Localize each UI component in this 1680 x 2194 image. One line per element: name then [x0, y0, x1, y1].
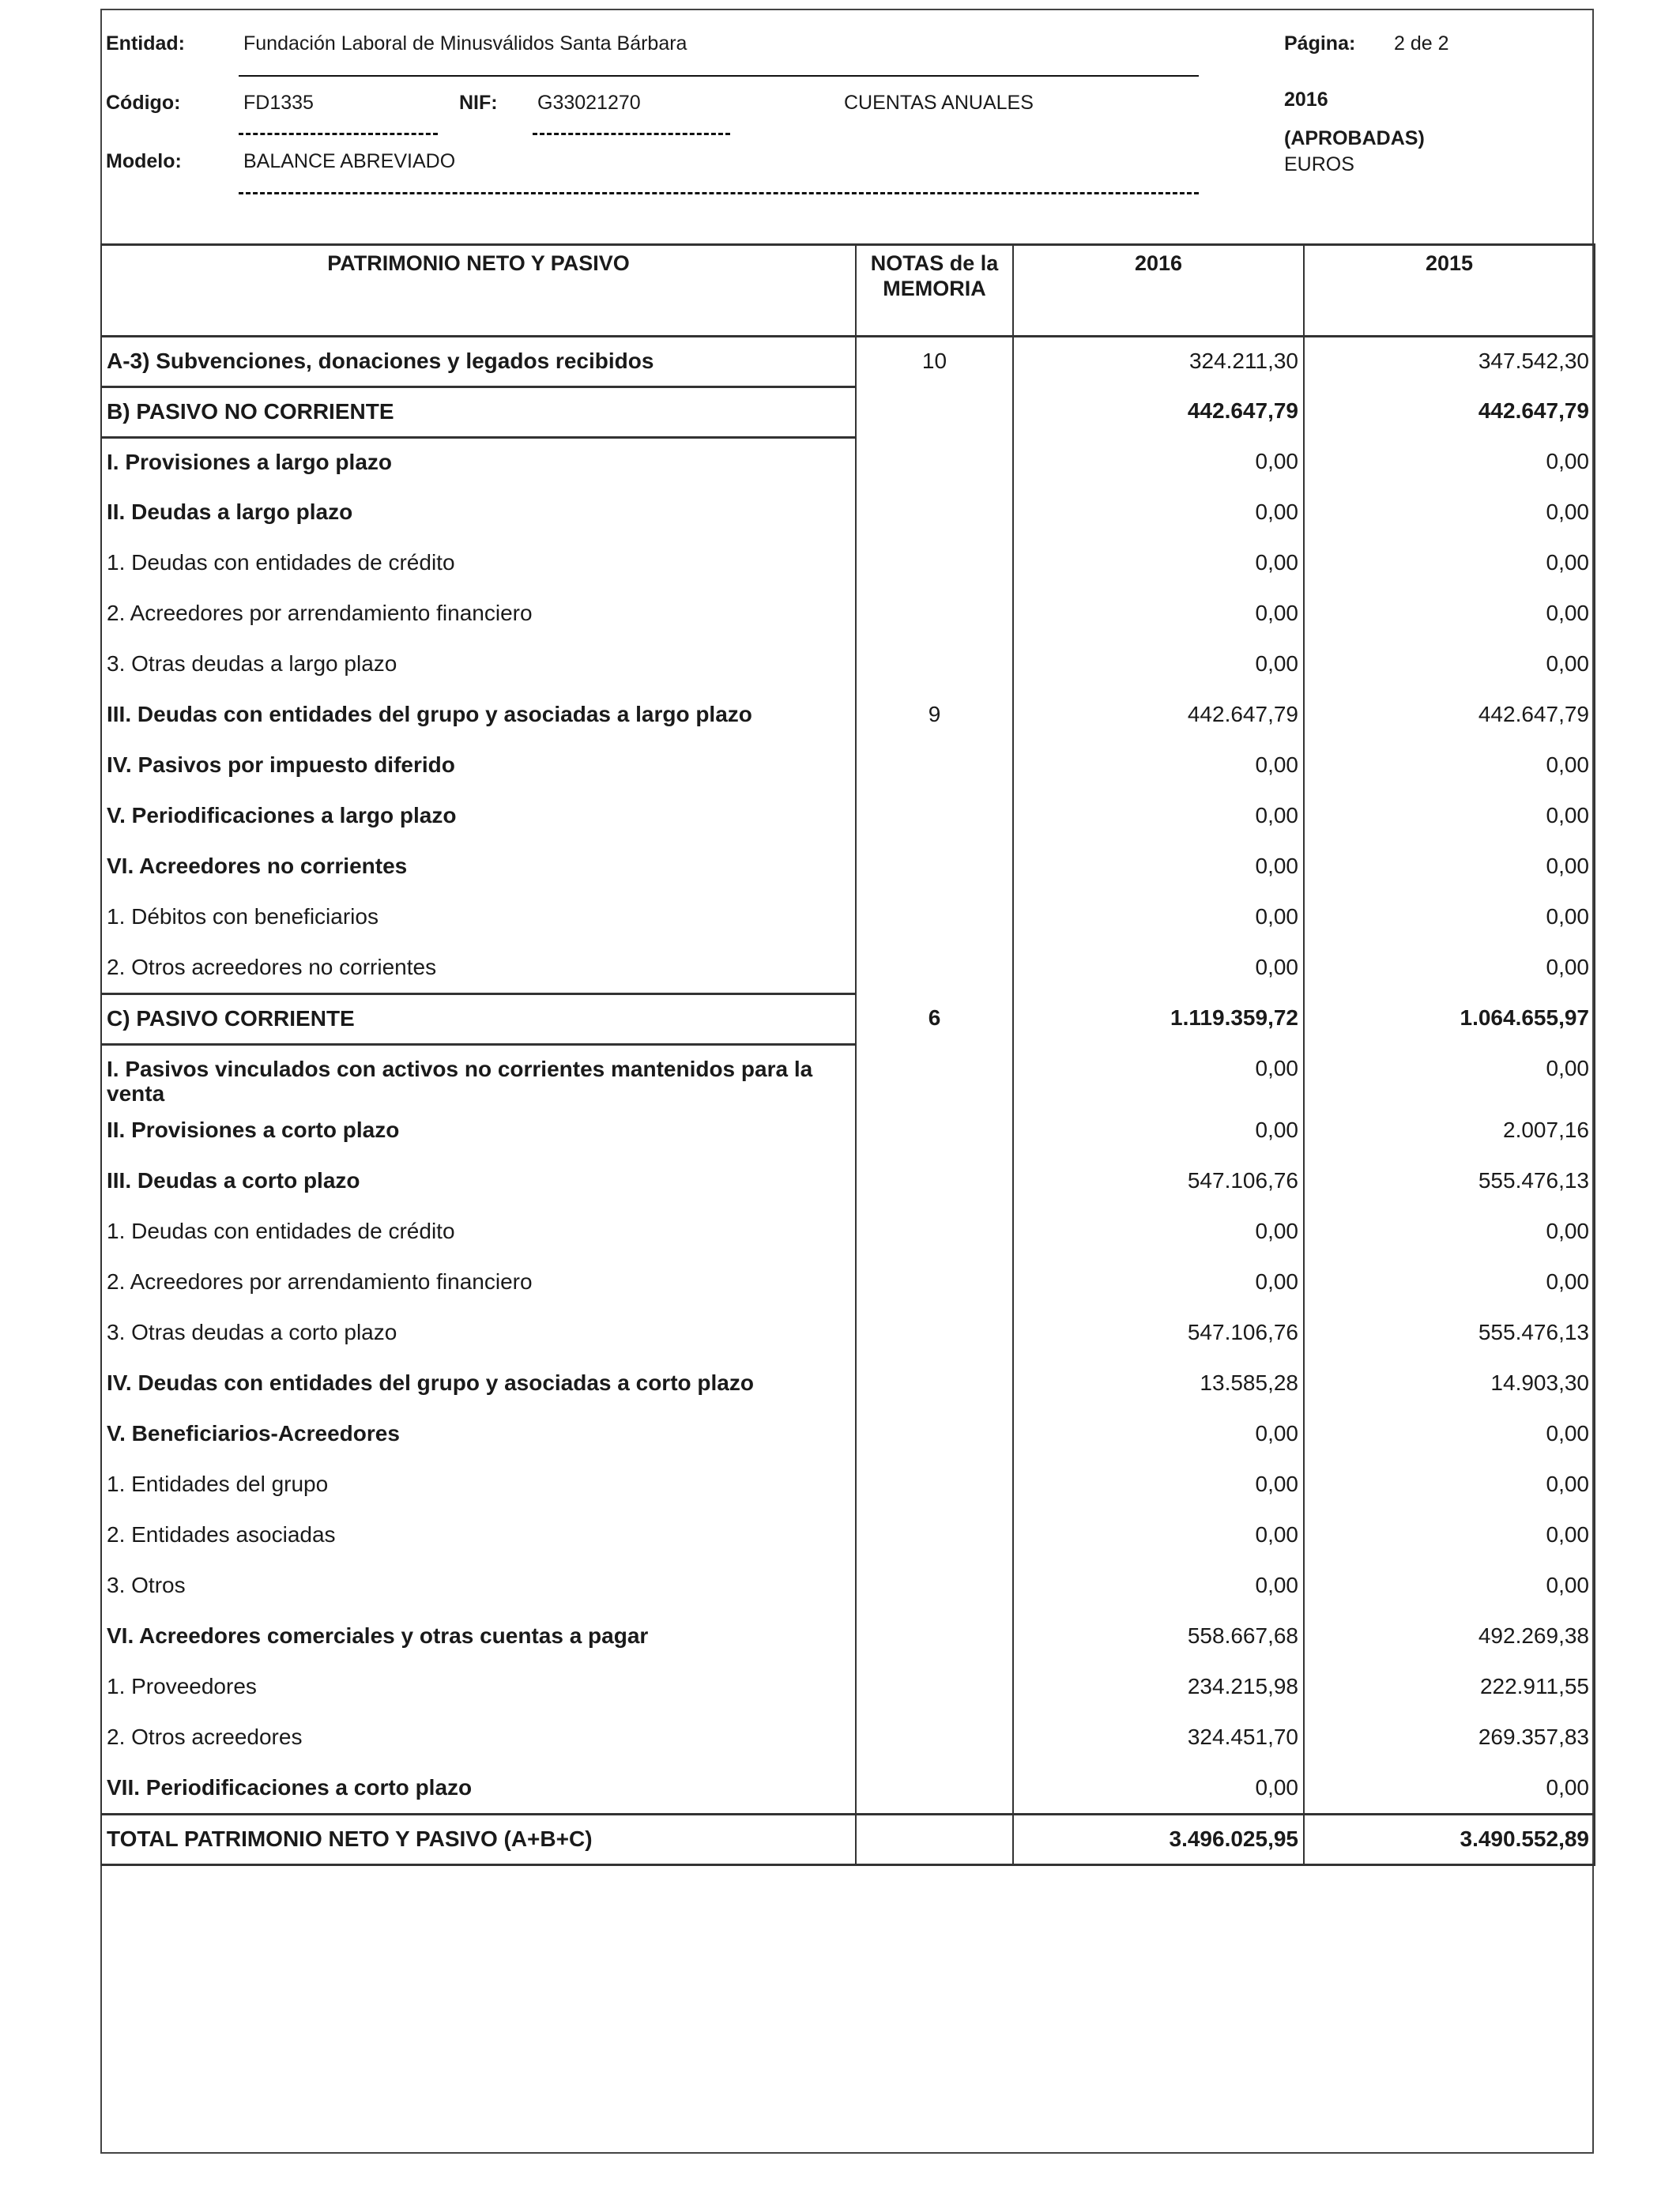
- row-value-2015: 222.911,55: [1304, 1663, 1595, 1713]
- table-row: [101, 1045, 1595, 1106]
- table-row: [101, 1106, 1595, 1157]
- row-value-2015: 0,00: [1304, 539, 1595, 590]
- table-row: [101, 1461, 1595, 1511]
- table-row: [101, 1157, 1595, 1208]
- row-value-2015: 0,00: [1304, 843, 1595, 893]
- row-label: V. Periodificaciones a largo plazo: [101, 792, 856, 843]
- row-note: [856, 590, 1013, 640]
- table-row: [101, 1359, 1595, 1410]
- table-row: [101, 792, 1595, 843]
- row-note: 10: [856, 337, 1013, 387]
- row-value-2016: 324.211,30: [1013, 337, 1304, 387]
- table-header-row: [101, 245, 1595, 337]
- row-note: [856, 843, 1013, 893]
- header-rule: [239, 75, 1199, 77]
- row-label: V. Beneficiarios-Acreedores: [101, 1410, 856, 1461]
- row-value-2016: 0,00: [1013, 893, 1304, 944]
- row-value-2015: 0,00: [1304, 438, 1595, 488]
- table-row: [101, 1663, 1595, 1713]
- row-label: III. Deudas con entidades del grupo y asociadas a largo plazo: [101, 691, 856, 741]
- row-note: [856, 944, 1013, 994]
- row-value-2016: 234.215,98: [1013, 1663, 1304, 1713]
- nif-dash-line: [533, 133, 730, 135]
- row-label: IV. Deudas con entidades del grupo y asociadas a corto plazo: [101, 1359, 856, 1410]
- row-value-2016: 0,00: [1013, 1461, 1304, 1511]
- row-value-2015: 347.542,30: [1304, 337, 1595, 387]
- row-note: [856, 1764, 1013, 1815]
- row-label: I. Provisiones a largo plazo: [101, 438, 856, 488]
- row-note: [856, 1106, 1013, 1157]
- row-value-2016: 0,00: [1013, 539, 1304, 590]
- table-row: [101, 640, 1595, 691]
- row-value-2015: 0,00: [1304, 640, 1595, 691]
- table-row: [101, 893, 1595, 944]
- row-label: 1. Entidades del grupo: [101, 1461, 856, 1511]
- row-label: IV. Pasivos por impuesto diferido: [101, 741, 856, 792]
- row-value-2015: 0,00: [1304, 1764, 1595, 1815]
- table-row: [101, 1764, 1595, 1815]
- row-value-2015: 555.476,13: [1304, 1309, 1595, 1359]
- nif-value: G33021270: [537, 92, 641, 114]
- table-row: [101, 488, 1595, 539]
- year: 2016: [1284, 89, 1328, 111]
- row-note: [856, 1157, 1013, 1208]
- table-row: [101, 944, 1595, 994]
- row-value-2016: 0,00: [1013, 1764, 1304, 1815]
- row-label: 3. Otras deudas a largo plazo: [101, 640, 856, 691]
- row-value-2016: 0,00: [1013, 1258, 1304, 1309]
- row-value-2015: 0,00: [1304, 590, 1595, 640]
- row-note: [856, 488, 1013, 539]
- row-label: 1. Proveedores: [101, 1663, 856, 1713]
- pagina-value: 2 de 2: [1394, 32, 1449, 55]
- pagina-label: Página:: [1284, 32, 1356, 55]
- table-row: [101, 994, 1595, 1045]
- header-concepto: PATRIMONIO NETO Y PASIVO: [101, 245, 856, 337]
- row-value-2016: 0,00: [1013, 1106, 1304, 1157]
- table-row: [101, 590, 1595, 640]
- table-body: [101, 337, 1595, 1865]
- moneda: EUROS: [1284, 153, 1354, 175]
- row-label: 2. Acreedores por arrendamiento financiero: [101, 590, 856, 640]
- row-value-2015: 0,00: [1304, 1410, 1595, 1461]
- row-value-2016: 1.119.359,72: [1013, 994, 1304, 1045]
- row-label: VI. Acreedores no corrientes: [101, 843, 856, 893]
- row-value-2016: 0,00: [1013, 741, 1304, 792]
- row-value-2016: 0,00: [1013, 1208, 1304, 1258]
- row-label: 1. Deudas con entidades de crédito: [101, 539, 856, 590]
- row-label: VII. Periodificaciones a corto plazo: [101, 1764, 856, 1815]
- header-2016: 2016: [1013, 245, 1304, 337]
- row-label: 2. Entidades asociadas: [101, 1511, 856, 1562]
- row-value-2015: 0,00: [1304, 741, 1595, 792]
- codigo-label: Código:: [106, 92, 181, 114]
- table-row: [101, 387, 1595, 438]
- row-value-2016: 0,00: [1013, 438, 1304, 488]
- entidad-value: Fundación Laboral de Minusválidos Santa Bárbara: [243, 32, 687, 55]
- row-note: [856, 1258, 1013, 1309]
- row-value-2015: 0,00: [1304, 1461, 1595, 1511]
- table-row: [101, 337, 1595, 387]
- row-label: VI. Acreedores comerciales y otras cuentas a pagar: [101, 1612, 856, 1663]
- row-label: I. Pasivos vinculados con activos no corrientes mantenidos para la venta: [101, 1045, 856, 1106]
- row-value-2016: 13.585,28: [1013, 1359, 1304, 1410]
- row-note: [856, 1562, 1013, 1612]
- row-note: 6: [856, 994, 1013, 1045]
- row-note: [856, 1511, 1013, 1562]
- table-row: [101, 1258, 1595, 1309]
- row-value-2015: 0,00: [1304, 792, 1595, 843]
- row-note: [856, 1612, 1013, 1663]
- row-value-2016: 442.647,79: [1013, 691, 1304, 741]
- document-type: CUENTAS ANUALES: [844, 92, 1034, 114]
- row-value-2015: 0,00: [1304, 1562, 1595, 1612]
- row-note: [856, 792, 1013, 843]
- row-note: [856, 539, 1013, 590]
- row-value-2016: 0,00: [1013, 590, 1304, 640]
- row-value-2015: 0,00: [1304, 944, 1595, 994]
- table-row: [101, 691, 1595, 741]
- row-value-2015: 3.490.552,89: [1304, 1815, 1595, 1865]
- row-value-2015: 442.647,79: [1304, 691, 1595, 741]
- codigo-value: FD1335: [243, 92, 314, 114]
- row-note: 9: [856, 691, 1013, 741]
- row-value-2016: 0,00: [1013, 1410, 1304, 1461]
- row-value-2016: 0,00: [1013, 944, 1304, 994]
- row-value-2015: 0,00: [1304, 488, 1595, 539]
- estado: (APROBADAS): [1284, 127, 1425, 149]
- header-notas: NOTAS de la MEMORIA: [856, 245, 1013, 337]
- row-label: 3. Otros: [101, 1562, 856, 1612]
- row-label: B) PASIVO NO CORRIENTE: [101, 387, 856, 438]
- row-value-2016: 558.667,68: [1013, 1612, 1304, 1663]
- codigo-dash-line: [239, 133, 438, 135]
- row-value-2015: 442.647,79: [1304, 387, 1595, 438]
- row-value-2015: 2.007,16: [1304, 1106, 1595, 1157]
- row-value-2015: 555.476,13: [1304, 1157, 1595, 1208]
- row-note: [856, 1410, 1013, 1461]
- row-value-2016: 0,00: [1013, 1511, 1304, 1562]
- table-row: [101, 843, 1595, 893]
- row-label: 1. Deudas con entidades de crédito: [101, 1208, 856, 1258]
- table-row: [101, 1511, 1595, 1562]
- row-note: [856, 1713, 1013, 1764]
- row-label: II. Provisiones a corto plazo: [101, 1106, 856, 1157]
- modelo-value: BALANCE ABREVIADO: [243, 150, 456, 172]
- row-value-2015: 492.269,38: [1304, 1612, 1595, 1663]
- table-row: [101, 438, 1595, 488]
- row-label: III. Deudas a corto plazo: [101, 1157, 856, 1208]
- row-value-2016: 3.496.025,95: [1013, 1815, 1304, 1865]
- row-note: [856, 438, 1013, 488]
- row-note: [856, 1663, 1013, 1713]
- row-value-2016: 547.106,76: [1013, 1309, 1304, 1359]
- row-value-2015: 0,00: [1304, 1045, 1595, 1106]
- row-label: 1. Débitos con beneficiarios: [101, 893, 856, 944]
- table-row: [101, 741, 1595, 792]
- row-note: [856, 893, 1013, 944]
- row-note: [856, 640, 1013, 691]
- row-value-2015: 0,00: [1304, 1258, 1595, 1309]
- modelo-dash-line: [239, 192, 1199, 194]
- table-row: [101, 539, 1595, 590]
- row-value-2016: 0,00: [1013, 1045, 1304, 1106]
- row-note: [856, 387, 1013, 438]
- row-value-2016: 0,00: [1013, 792, 1304, 843]
- table-row: [101, 1612, 1595, 1663]
- row-label: 2. Acreedores por arrendamiento financiero: [101, 1258, 856, 1309]
- row-note: [856, 1815, 1013, 1865]
- row-value-2016: 547.106,76: [1013, 1157, 1304, 1208]
- header-2015: 2015: [1304, 245, 1595, 337]
- row-label: 2. Otros acreedores: [101, 1713, 856, 1764]
- row-label: C) PASIVO CORRIENTE: [101, 994, 856, 1045]
- modelo-label: Modelo:: [106, 150, 182, 172]
- row-value-2016: 324.451,70: [1013, 1713, 1304, 1764]
- row-value-2016: 0,00: [1013, 640, 1304, 691]
- row-note: [856, 1309, 1013, 1359]
- row-value-2015: 1.064.655,97: [1304, 994, 1595, 1045]
- table-row: [101, 1815, 1595, 1865]
- row-note: [856, 1461, 1013, 1511]
- row-value-2016: 0,00: [1013, 843, 1304, 893]
- row-label: 2. Otros acreedores no corrientes: [101, 944, 856, 994]
- row-value-2015: 14.903,30: [1304, 1359, 1595, 1410]
- row-label: TOTAL PATRIMONIO NETO Y PASIVO (A+B+C): [101, 1815, 856, 1865]
- row-value-2015: 269.357,83: [1304, 1713, 1595, 1764]
- entidad-label: Entidad:: [106, 32, 185, 55]
- row-label: II. Deudas a largo plazo: [101, 488, 856, 539]
- row-note: [856, 741, 1013, 792]
- row-value-2016: 0,00: [1013, 488, 1304, 539]
- row-note: [856, 1359, 1013, 1410]
- row-value-2016: 0,00: [1013, 1562, 1304, 1612]
- row-value-2015: 0,00: [1304, 1511, 1595, 1562]
- row-value-2015: 0,00: [1304, 893, 1595, 944]
- table-row: [101, 1208, 1595, 1258]
- table-row: [101, 1713, 1595, 1764]
- nif-label: NIF:: [459, 92, 498, 114]
- row-note: [856, 1208, 1013, 1258]
- row-value-2016: 442.647,79: [1013, 387, 1304, 438]
- row-note: [856, 1045, 1013, 1106]
- table-row: [101, 1410, 1595, 1461]
- balance-table: [100, 243, 1595, 1866]
- row-label: 3. Otras deudas a corto plazo: [101, 1309, 856, 1359]
- table-row: [101, 1562, 1595, 1612]
- row-label: A-3) Subvenciones, donaciones y legados recibidos: [101, 337, 856, 387]
- table-row: [101, 1309, 1595, 1359]
- row-value-2015: 0,00: [1304, 1208, 1595, 1258]
